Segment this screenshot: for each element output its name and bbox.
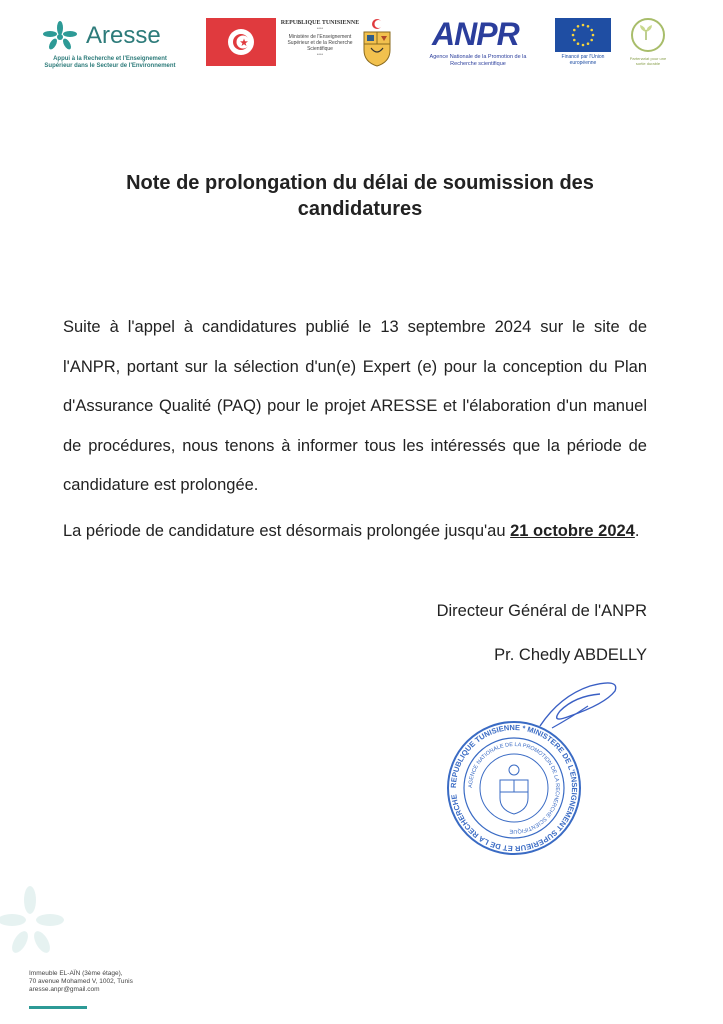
stars-decoration-2: **** (316, 52, 324, 57)
stamp-inner-text: AGENCE NATIONALE DE LA PROMOTION DE LA RECHERCHE SCIENTIFIQUE (467, 741, 561, 835)
footer-email: aresse.anpr@gmail.com (29, 986, 100, 993)
extension-period: . (634, 522, 640, 540)
official-stamp (444, 718, 584, 858)
footer-line-street: 70 avenue Mohamed V, 1002, Tunis (29, 978, 133, 985)
partner-caption: Partenariat pour une sortie durable (629, 56, 667, 66)
aresse-watermark-icon (0, 880, 80, 970)
footer-accent-bar (29, 1006, 87, 1009)
stars-decoration: **** (316, 26, 324, 31)
partner-logo (626, 18, 670, 68)
anpr-logo (428, 18, 528, 70)
aresse-leaf-icon (40, 20, 80, 54)
aresse-tagline: Appui à la Recherche et l'Enseignement Supérieur dans le Secteur de l'Environnement (44, 56, 176, 69)
republic-label: REPUBLIQUE TUNISIENNE (280, 20, 360, 26)
aresse-logo (40, 18, 180, 68)
tunisia-flag-icon (206, 18, 276, 66)
paragraph-announcement: Suite à l'appel à candidatures publié le 13 septembre 2024 sur le site de l'ANPR, portant sur la sélection d'un(e) Expert (e) pour la conception du Plan d'Assurance Qualité (PAQ) pour le projet ARESSE et l'élaboration d'un manuel de procédures, nous tenons à informer tous les intéressés que la période de candidature est prolongée. (63, 318, 647, 495)
coat-of-arms-icon (360, 18, 394, 68)
footer-address (29, 970, 133, 994)
aresse-name: Aresse (86, 22, 161, 49)
eu-flag-icon (555, 18, 611, 52)
ministry-header (280, 20, 360, 68)
extension-text: La période de candidature est désormais prolongée jusqu'au (63, 522, 511, 540)
leaf-circle-icon (631, 18, 665, 52)
signatory-name: Pr. Chedly ABDELLY (494, 646, 647, 664)
footer-line-building: Immeuble EL-AÏN (3ème étage), (29, 970, 123, 977)
anpr-subtitle: Agence Nationale de la Promotion de la Recherche scientifique (429, 54, 527, 67)
deadline-date: 21 octobre 2024 (510, 522, 635, 540)
signatory-title: Directeur Général de l'ANPR (436, 602, 647, 620)
anpr-wordmark: ANPR (432, 16, 519, 52)
stamp-outer-text: REPUBLIQUE TUNISIENNE * MINISTERE DE L'ENSEIGNEMENT SUPERIEUR ET DE LA RECHERCHE (448, 722, 580, 854)
ministry-name: Ministère de l'Enseignement Supérieur et de la Recherche Scientifique (287, 34, 353, 52)
eu-logo (555, 18, 611, 66)
paragraph-extension (63, 512, 647, 551)
document-title: Note de prolongation du délai de soumission des candidatures (126, 172, 594, 220)
eu-caption: Financé par l'Union européenne (561, 54, 605, 66)
